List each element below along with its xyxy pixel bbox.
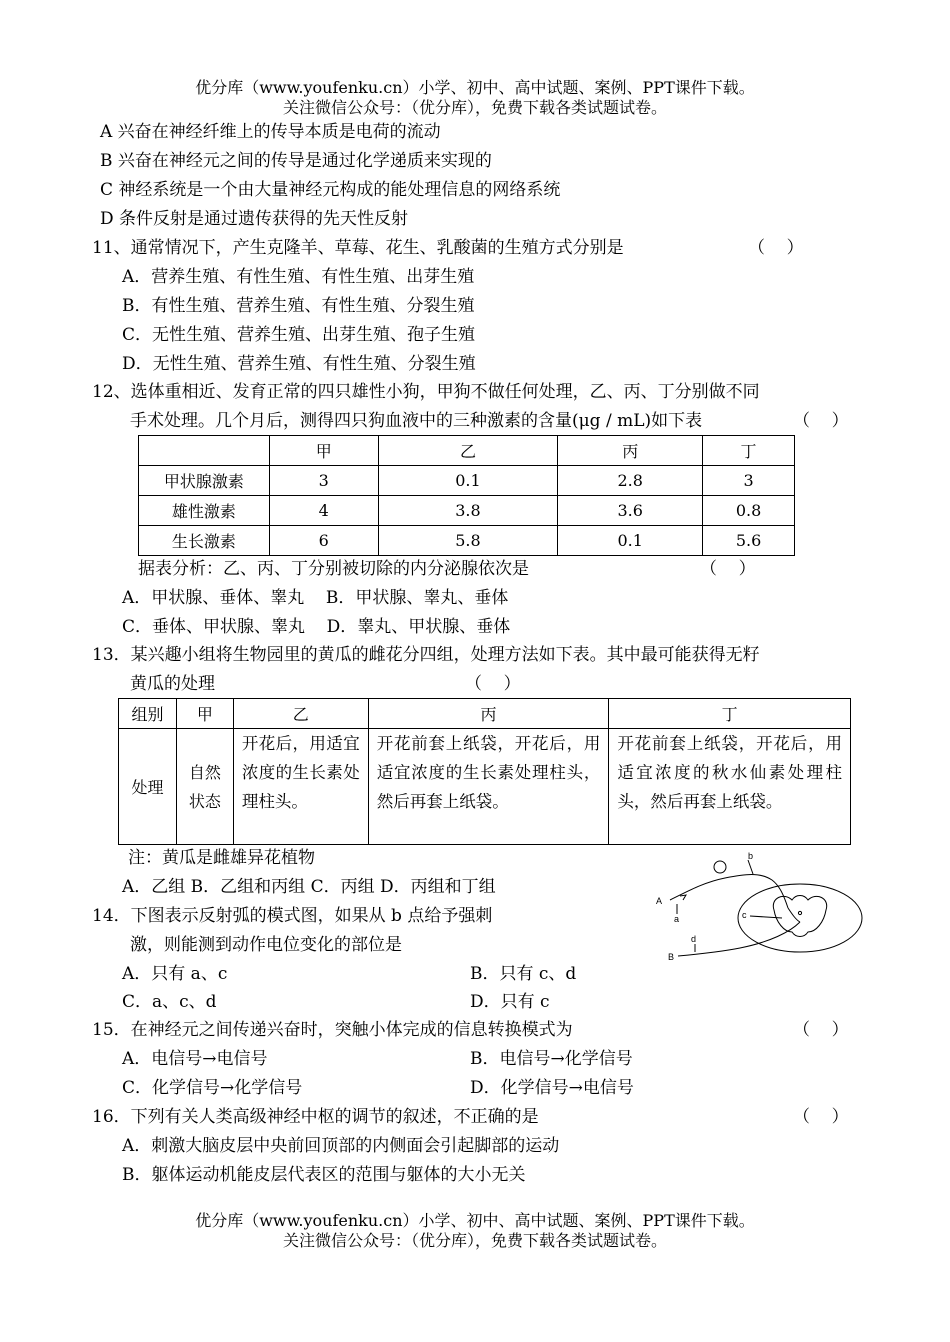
q12-hormone-table [138,435,795,556]
table-cell: 雄性激素 [139,496,270,526]
q16-stem: 16．下列有关人类高级神经中枢的调节的叙述，不正确的是 [92,1107,539,1127]
pointer-c [750,916,782,918]
table-cell: 0.1 [378,466,558,496]
table-cell: 0.8 [703,496,795,526]
table-row [119,729,851,845]
afferent-nerve-fiber [670,875,788,909]
q16-option-a: A．刺激大脑皮层中央前回顶部的内侧面会引起脚部的运动 [122,1136,560,1156]
q10-option-b: B 兴奋在神经元之间的传导是通过化学递质来实现的 [100,151,492,171]
table-header-cell: 乙 [378,436,558,466]
q15-option-c: C．化学信号→化学信号 [122,1078,303,1098]
q13-answer-paren: （ ） [465,674,521,694]
table-header-cell: 甲 [176,699,233,729]
q15-option-a: A．电信号→电信号 [122,1049,268,1069]
table-row [139,496,795,526]
q14-option-c: C．a、c、d [122,992,217,1012]
q13-stem-line1: 13．某兴趣小组将生物园里的黄瓜的雌花分四组，处理方法如下表。其中最可能获得无籽 [92,645,760,665]
q13-options: A．乙组 B．乙组和丙组 C．丙组 D．丙组和丁组 [122,877,496,897]
table-header-cell: 丙 [558,436,703,466]
table-cell: 3 [269,466,378,496]
table-cell: 3.6 [558,496,703,526]
table-cell: 2.8 [558,466,703,496]
q13-treatment-table [118,698,851,845]
table-header-cell: 组别 [119,699,177,729]
q10-option-d: D 条件反射是通过遗传获得的先天性反射 [100,209,409,229]
q14-stem-line1: 14．下图表示反射弧的模式图，如果从 b 点给予强刺 [92,906,493,926]
table-cell: 5.6 [703,526,795,556]
q12-options-line2: C．垂体、甲状腺、睾丸 D．睾丸、甲状腺、垂体 [122,617,511,637]
table-cell: 自然状态 [176,729,233,845]
afferent-arrow [680,895,686,900]
label-d: d [691,934,697,944]
q10-option-c: C 神经系统是一个由大量神经元构成的能处理信息的网络系统 [100,180,561,200]
table-cell: 3.8 [378,496,558,526]
reflex-arc-diagram [650,852,865,964]
q11-option-b: B．有性生殖、营养生殖、有性生殖、分裂生殖 [122,296,475,316]
q15-option-d: D．化学信号→电信号 [470,1078,634,1098]
table-cell: 开花前套上纸袋，开花后，用适宜浓度的生长素处理柱头，然后再套上纸袋。 [368,729,609,845]
q11-option-a: A．营养生殖、有性生殖、有性生殖、出芽生殖 [122,267,475,287]
label-b: b [748,852,754,861]
pointer-b [748,860,753,874]
q14-option-a: A．只有 a、c [122,964,228,984]
q12-answer-paren: （ ） [793,411,849,431]
q12-sub-question: 据表分析：乙、丙、丁分别被切除的内分泌腺依次是 [138,559,529,579]
label-A: A [656,896,663,906]
q13-note: 注：黄瓜是雌雄异花植物 [128,848,315,868]
q11-option-d: D．无性生殖、营养生殖、有性生殖、分裂生殖 [122,354,476,374]
q12-options-line1: A．甲状腺、垂体、睾丸 B．甲状腺、睾丸、垂体 [122,588,509,608]
table-cell: 4 [269,496,378,526]
q14-option-b: B．只有 c、d [470,964,577,984]
page-header-line2: 关注微信公众号：（优分库），免费下载各类试题试卷。 [282,98,667,117]
page-footer-line1: 优分库（www.youfenku.cn）小学、初中、高中试题、案例、PPT课件下载。 [195,1211,755,1230]
q13-stem-line2: 黄瓜的处理 [130,674,215,694]
q16-option-b: B．躯体运动机能皮层代表区的范围与躯体的大小无关 [122,1165,526,1185]
q15-option-b: B．电信号→化学信号 [470,1049,633,1069]
table-row [139,466,795,496]
q12-stem-line1: 12、选体重相近、发育正常的四只雄性小狗，甲狗不做任何处理，乙、丙、丁分别做不同 [92,382,760,402]
q15-answer-paren: （ ） [793,1020,849,1040]
q15-stem: 15．在神经元之间传递兴奋时，突触小体完成的信息转换模式为 [92,1020,573,1040]
table-header-cell: 丁 [609,699,851,729]
q12-sub-answer-paren: （ ） [700,559,756,579]
table-cell: 处理 [119,729,177,845]
table-header-cell [139,436,270,466]
table-cell: 0.1 [558,526,703,556]
table-header-cell: 丁 [703,436,795,466]
table-header-cell: 乙 [233,699,368,729]
q11-option-c: C．无性生殖、营养生殖、出芽生殖、孢子生殖 [122,325,476,345]
spinal-cord-ellipse [738,884,862,952]
table-cell: 3 [703,466,795,496]
q14-option-d: D．只有 c [470,992,550,1012]
q11-stem: 11、通常情况下，产生克隆羊、草莓、花生、乳酸菌的生殖方式分别是 [92,238,624,258]
q11-answer-paren: （ ） [748,238,804,258]
interneuron-path [788,908,800,922]
q10-option-a: A 兴奋在神经纤维上的传导本质是电荷的流动 [100,122,441,142]
ganglion-circle [714,861,726,873]
table-header-row [119,699,851,729]
table-cell: 甲状腺激素 [139,466,270,496]
q12-stem-line2: 手术处理。几个月后，测得四只狗血液中的三种激素的含量(μg / mL)如下表 [130,411,703,431]
central-canal [798,911,801,914]
table-header-cell: 甲 [269,436,378,466]
table-cell: 开花后，用适宜浓度的生长素处理柱头。 [233,729,368,845]
page-footer-line2: 关注微信公众号：（优分库），免费下载各类试题试卷。 [282,1231,667,1250]
gray-matter-outline [773,896,826,937]
q14-stem-line2: 激，则能测到动作电位变化的部位是 [130,935,402,955]
label-B: B [668,952,675,962]
table-header-row [139,436,795,466]
table-cell: 5.8 [378,526,558,556]
q16-answer-paren: （ ） [793,1107,849,1127]
table-row [139,526,795,556]
table-header-cell: 丙 [368,699,609,729]
table-cell: 生长激素 [139,526,270,556]
label-a: a [674,914,680,924]
label-c: c [742,910,747,920]
page-header-line1: 优分库（www.youfenku.cn）小学、初中、高中试题、案例、PPT课件下载。 [195,78,755,97]
table-cell: 开花前套上纸袋，开花后，用适宜浓度的秋水仙素处理柱头，然后再套上纸袋。 [609,729,851,845]
table-cell: 6 [269,526,378,556]
